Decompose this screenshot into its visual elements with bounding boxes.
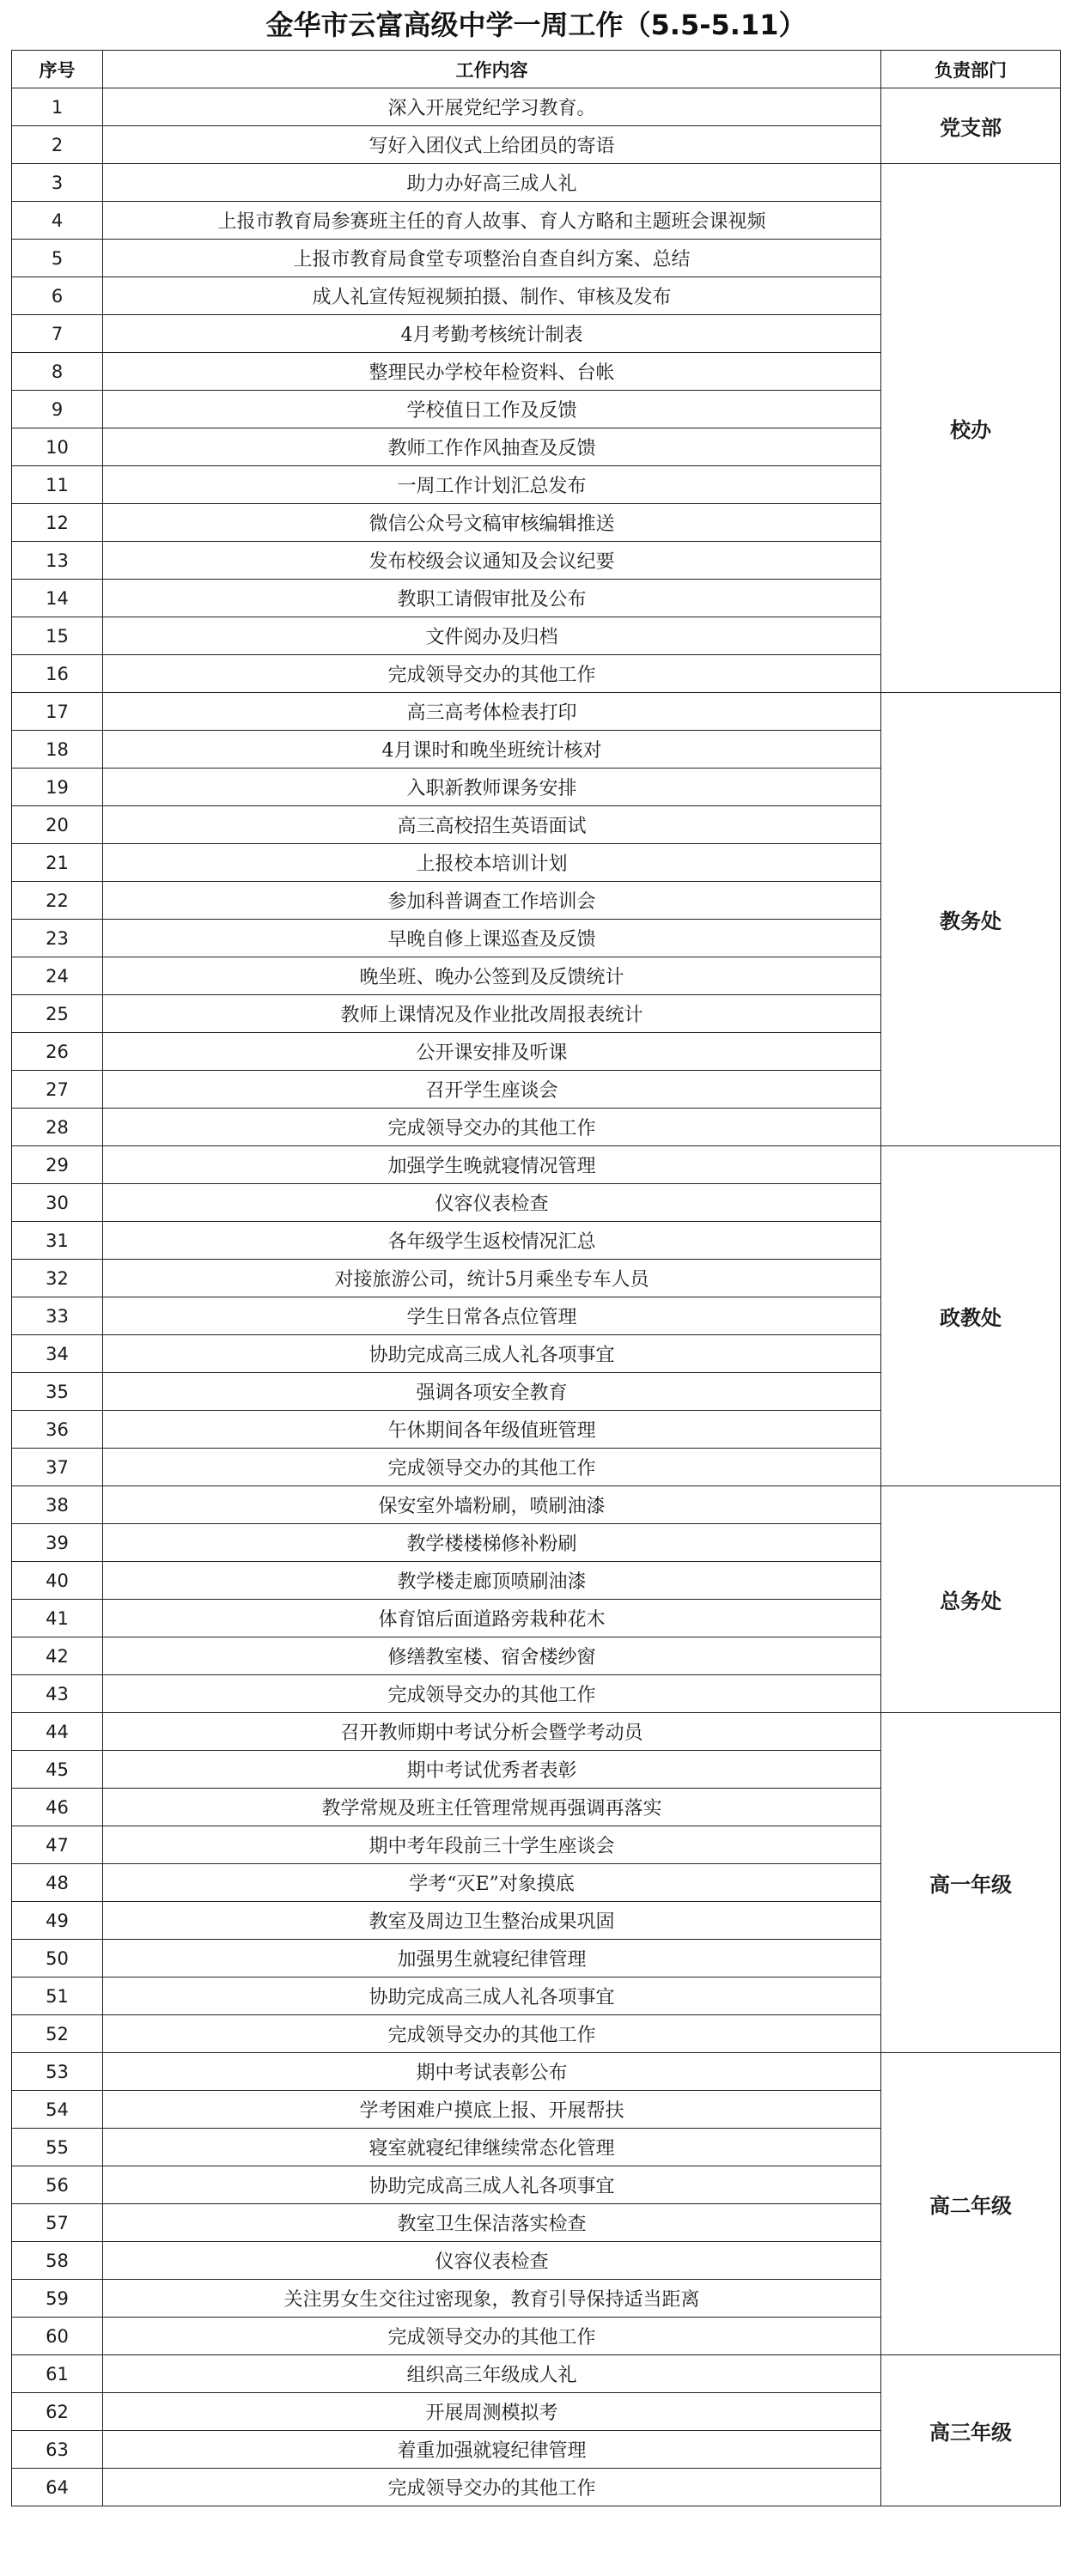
table-row [12, 1486, 1061, 1524]
table-row [12, 2355, 1061, 2393]
row-number: 13 [12, 542, 103, 580]
work-item-content: 修缮教室楼、宿舍楼纱窗 [103, 1637, 881, 1675]
work-item-content: 体育馆后面道路旁栽种花木 [103, 1600, 881, 1637]
work-item-content: 期中考试表彰公布 [103, 2053, 881, 2091]
row-number: 18 [12, 731, 103, 769]
row-number: 58 [12, 2242, 103, 2280]
row-number: 37 [12, 1449, 103, 1486]
row-number: 63 [12, 2431, 103, 2469]
work-item-content: 早晚自修上课巡查及反馈 [103, 920, 881, 957]
header-row [12, 51, 1061, 88]
row-number: 25 [12, 995, 103, 1033]
work-item-content: 对接旅游公司，统计5月乘坐专车人员 [103, 1260, 881, 1297]
row-number: 3 [12, 164, 103, 202]
work-item-content: 强调各项安全教育 [103, 1373, 881, 1411]
header-dept: 负责部门 [881, 51, 1061, 88]
row-number: 1 [12, 88, 103, 126]
row-number: 45 [12, 1751, 103, 1789]
row-number: 62 [12, 2393, 103, 2431]
row-number: 46 [12, 1789, 103, 1826]
work-item-content: 召开教师期中考试分析会暨学考动员 [103, 1713, 881, 1751]
work-item-content: 教职工请假审批及公布 [103, 580, 881, 617]
row-number: 15 [12, 617, 103, 655]
row-number: 20 [12, 806, 103, 844]
work-item-content: 4月考勤考核统计制表 [103, 315, 881, 353]
row-number: 56 [12, 2166, 103, 2204]
work-item-content: 晚坐班、晚办公签到及反馈统计 [103, 957, 881, 995]
responsible-department: 教务处 [881, 693, 1061, 1146]
work-item-content: 学生日常各点位管理 [103, 1297, 881, 1335]
row-number: 28 [12, 1109, 103, 1146]
work-item-content: 期中考年段前三十学生座谈会 [103, 1826, 881, 1864]
work-item-content: 教室卫生保洁落实检查 [103, 2204, 881, 2242]
row-number: 7 [12, 315, 103, 353]
row-number: 42 [12, 1637, 103, 1675]
row-number: 9 [12, 391, 103, 428]
responsible-department: 高一年级 [881, 1713, 1061, 2053]
row-number: 27 [12, 1071, 103, 1109]
row-number: 6 [12, 277, 103, 315]
work-item-content: 公开课安排及听课 [103, 1033, 881, 1071]
row-number: 57 [12, 2204, 103, 2242]
responsible-department: 总务处 [881, 1486, 1061, 1713]
work-item-content: 成人礼宣传短视频拍摄、制作、审核及发布 [103, 277, 881, 315]
work-item-content: 上报校本培训计划 [103, 844, 881, 882]
table-body [12, 88, 1061, 2506]
row-number: 54 [12, 2091, 103, 2129]
row-number: 19 [12, 769, 103, 806]
work-item-content: 协助完成高三成人礼各项事宜 [103, 1335, 881, 1373]
row-number: 35 [12, 1373, 103, 1411]
row-number: 48 [12, 1864, 103, 1902]
row-number: 64 [12, 2469, 103, 2506]
row-number: 32 [12, 1260, 103, 1297]
work-item-content: 高三高校招生英语面试 [103, 806, 881, 844]
row-number: 44 [12, 1713, 103, 1751]
row-number: 8 [12, 353, 103, 391]
work-item-content: 完成领导交办的其他工作 [103, 2015, 881, 2053]
work-item-content: 完成领导交办的其他工作 [103, 1675, 881, 1713]
row-number: 23 [12, 920, 103, 957]
work-item-content: 教学楼楼梯修补粉刷 [103, 1524, 881, 1562]
work-item-content: 期中考试优秀者表彰 [103, 1751, 881, 1789]
row-number: 40 [12, 1562, 103, 1600]
table-row [12, 2053, 1061, 2091]
weekly-work-table [11, 50, 1061, 2506]
work-item-content: 着重加强就寝纪律管理 [103, 2431, 881, 2469]
work-item-content: 助力办好高三成人礼 [103, 164, 881, 202]
row-number: 17 [12, 693, 103, 731]
work-item-content: 文件阅办及归档 [103, 617, 881, 655]
work-item-content: 完成领导交办的其他工作 [103, 655, 881, 693]
header-content: 工作内容 [103, 51, 881, 88]
work-item-content: 整理民办学校年检资料、台帐 [103, 353, 881, 391]
work-item-content: 深入开展党纪学习教育。 [103, 88, 881, 126]
work-item-content: 寝室就寝纪律继续常态化管理 [103, 2129, 881, 2166]
responsible-department: 校办 [881, 164, 1061, 693]
table-row [12, 164, 1061, 202]
work-item-content: 教室及周边卫生整治成果巩固 [103, 1902, 881, 1940]
work-item-content: 教学常规及班主任管理常规再强调再落实 [103, 1789, 881, 1826]
work-item-content: 完成领导交办的其他工作 [103, 2469, 881, 2506]
work-item-content: 开展周测模拟考 [103, 2393, 881, 2431]
row-number: 52 [12, 2015, 103, 2053]
work-item-content: 微信公众号文稿审核编辑推送 [103, 504, 881, 542]
work-item-content: 高三高考体检表打印 [103, 693, 881, 731]
row-number: 53 [12, 2053, 103, 2091]
work-item-content: 发布校级会议通知及会议纪要 [103, 542, 881, 580]
row-number: 47 [12, 1826, 103, 1864]
work-item-content: 写好入团仪式上给团员的寄语 [103, 126, 881, 164]
row-number: 26 [12, 1033, 103, 1071]
row-number: 10 [12, 428, 103, 466]
work-item-content: 仪容仪表检查 [103, 1184, 881, 1222]
row-number: 51 [12, 1978, 103, 2015]
table-row [12, 1146, 1061, 1184]
row-number: 59 [12, 2280, 103, 2318]
work-item-content: 关注男女生交往过密现象，教育引导保持适当距离 [103, 2280, 881, 2318]
work-item-content: 加强男生就寝纪律管理 [103, 1940, 881, 1978]
work-item-content: 召开学生座谈会 [103, 1071, 881, 1109]
row-number: 16 [12, 655, 103, 693]
work-item-content: 组织高三年级成人礼 [103, 2355, 881, 2393]
header-no: 序号 [12, 51, 103, 88]
table-row [12, 1713, 1061, 1751]
work-item-content: 上报市教育局参赛班主任的育人故事、育人方略和主题班会课视频 [103, 202, 881, 240]
row-number: 21 [12, 844, 103, 882]
work-item-content: 学考困难户摸底上报、开展帮扶 [103, 2091, 881, 2129]
work-item-content: 学校值日工作及反馈 [103, 391, 881, 428]
work-item-content: 完成领导交办的其他工作 [103, 1109, 881, 1146]
row-number: 31 [12, 1222, 103, 1260]
table-row [12, 693, 1061, 731]
work-item-content: 加强学生晚就寝情况管理 [103, 1146, 881, 1184]
row-number: 12 [12, 504, 103, 542]
work-item-content: 4月课时和晚坐班统计核对 [103, 731, 881, 769]
row-number: 38 [12, 1486, 103, 1524]
responsible-department: 高二年级 [881, 2053, 1061, 2355]
row-number: 49 [12, 1902, 103, 1940]
work-item-content: 上报市教育局食堂专项整治自查自纠方案、总结 [103, 240, 881, 277]
row-number: 61 [12, 2355, 103, 2393]
row-number: 24 [12, 957, 103, 995]
work-item-content: 教师工作作风抽查及反馈 [103, 428, 881, 466]
work-item-content: 协助完成高三成人礼各项事宜 [103, 2166, 881, 2204]
row-number: 41 [12, 1600, 103, 1637]
work-item-content: 完成领导交办的其他工作 [103, 1449, 881, 1486]
work-item-content: 一周工作计划汇总发布 [103, 466, 881, 504]
responsible-department: 政教处 [881, 1146, 1061, 1486]
work-plan-table-wrapper [11, 50, 1060, 2565]
row-number: 22 [12, 882, 103, 920]
responsible-department: 党支部 [881, 88, 1061, 164]
row-number: 34 [12, 1335, 103, 1373]
document-title: 金华市云富高级中学一周工作（5.5-5.11） [265, 9, 807, 41]
work-item-content: 完成领导交办的其他工作 [103, 2318, 881, 2355]
table-row [12, 88, 1061, 126]
row-number: 36 [12, 1411, 103, 1449]
work-item-content: 参加科普调查工作培训会 [103, 882, 881, 920]
work-item-content: 教学楼走廊顶喷刷油漆 [103, 1562, 881, 1600]
row-number: 14 [12, 580, 103, 617]
row-number: 4 [12, 202, 103, 240]
row-number: 60 [12, 2318, 103, 2355]
row-number: 39 [12, 1524, 103, 1562]
row-number: 29 [12, 1146, 103, 1184]
row-number: 55 [12, 2129, 103, 2166]
row-number: 11 [12, 466, 103, 504]
work-item-content: 保安室外墙粉刷，喷刷油漆 [103, 1486, 881, 1524]
row-number: 50 [12, 1940, 103, 1978]
work-item-content: 入职新教师课务安排 [103, 769, 881, 806]
row-number: 43 [12, 1675, 103, 1713]
work-item-content: 午休期间各年级值班管理 [103, 1411, 881, 1449]
row-number: 5 [12, 240, 103, 277]
work-item-content: 教师上课情况及作业批改周报表统计 [103, 995, 881, 1033]
work-item-content: 仪容仪表检查 [103, 2242, 881, 2280]
row-number: 2 [12, 126, 103, 164]
work-item-content: 各年级学生返校情况汇总 [103, 1222, 881, 1260]
work-item-content: 协助完成高三成人礼各项事宜 [103, 1978, 881, 2015]
row-number: 33 [12, 1297, 103, 1335]
work-item-content: 学考“灭E”对象摸底 [103, 1864, 881, 1902]
table-header [12, 51, 1061, 88]
row-number: 30 [12, 1184, 103, 1222]
responsible-department: 高三年级 [881, 2355, 1061, 2506]
